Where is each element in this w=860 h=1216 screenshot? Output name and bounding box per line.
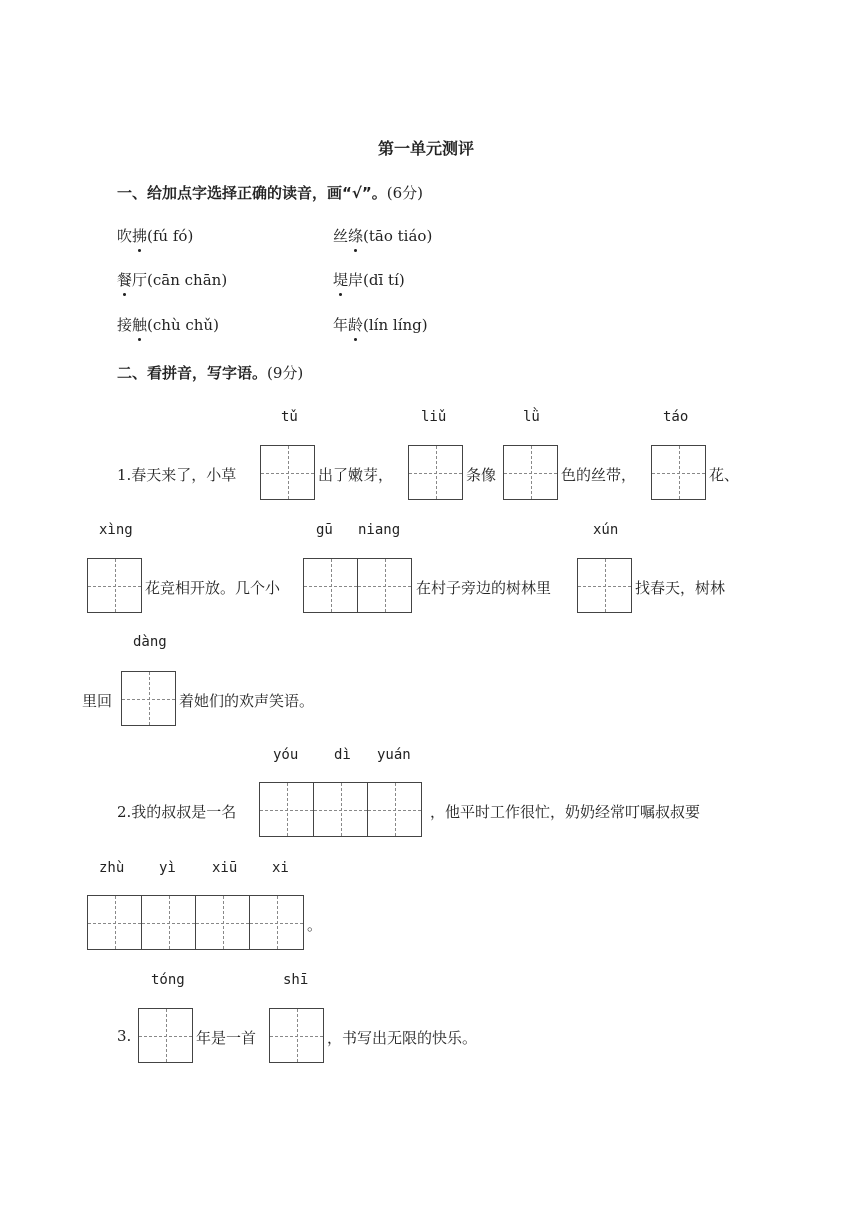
item-char: 岸 xyxy=(348,271,364,289)
pinyin-label: lǜ xyxy=(523,409,540,425)
question-text: 色的丝带， xyxy=(561,466,637,484)
writing-box[interactable] xyxy=(303,558,358,613)
pinyin-options: (chù chǔ) xyxy=(147,316,219,334)
question-text: 着她们的欢声笑语。 xyxy=(179,692,315,710)
pinyin-label: shī xyxy=(283,972,309,988)
question-text: ，他平时工作很忙，奶奶经常叮嘱叔叔要 xyxy=(430,803,701,821)
question-text: ，书写出无限的快乐。 xyxy=(327,1029,478,1047)
writing-grid[interactable] xyxy=(408,445,463,500)
reading-item[interactable] xyxy=(117,269,227,290)
pinyin-label: yóu xyxy=(273,747,299,763)
section1-heading-text: 一、给加点字选择正确的读音，画“√”。 xyxy=(117,184,387,202)
pinyin-label: xiū xyxy=(212,860,238,876)
pinyin-label: dàng xyxy=(133,634,167,650)
pinyin-options: (cān chān) xyxy=(147,271,228,289)
item-char: 吹 xyxy=(117,227,133,245)
question-text: 1.春天来了，小草 xyxy=(117,466,237,484)
pinyin-label: yì xyxy=(159,860,176,876)
pinyin-label: liǔ xyxy=(421,409,447,425)
question-text: 3. xyxy=(117,1027,132,1045)
writing-grid[interactable] xyxy=(503,445,558,500)
question-text: 年是一首 xyxy=(196,1029,257,1047)
section2-points: (9分) xyxy=(267,364,304,382)
writing-grid[interactable] xyxy=(269,1008,324,1063)
pinyin-options: (lín líng) xyxy=(363,316,428,334)
question-text: 找春天，树林 xyxy=(635,579,726,597)
pinyin-label: dì xyxy=(334,747,351,763)
pinyin-label: yuán xyxy=(377,747,411,763)
section2-heading xyxy=(117,362,303,383)
pinyin-label: tǔ xyxy=(281,409,298,425)
pinyin-label: táo xyxy=(663,409,689,425)
reading-item[interactable] xyxy=(333,314,428,335)
writing-grid[interactable] xyxy=(121,671,176,726)
pinyin-label: xìng xyxy=(99,522,133,538)
reading-item[interactable] xyxy=(333,225,432,246)
pinyin-options: (fú fó) xyxy=(147,227,194,245)
writing-grid[interactable] xyxy=(259,782,422,837)
pinyin-label: tóng xyxy=(151,972,185,988)
dotted-char: 触 xyxy=(132,316,148,334)
reading-item[interactable] xyxy=(117,314,219,335)
dotted-char: 餐 xyxy=(117,271,133,289)
item-char: 年 xyxy=(333,316,349,334)
question-text: 2.我的叔叔是一名 xyxy=(117,803,237,821)
writing-box[interactable] xyxy=(121,671,176,726)
writing-grid[interactable] xyxy=(303,558,412,613)
item-char: 接 xyxy=(117,316,133,334)
writing-grid[interactable] xyxy=(260,445,315,500)
writing-box[interactable] xyxy=(269,1008,324,1063)
section1-heading xyxy=(117,182,423,203)
item-char: 厅 xyxy=(132,271,148,289)
dotted-char: 拂 xyxy=(132,227,148,245)
writing-box[interactable] xyxy=(313,782,368,837)
question-text: 。 xyxy=(307,916,323,934)
writing-grid[interactable] xyxy=(87,558,142,613)
pinyin-label: xún xyxy=(593,522,619,538)
pinyin-label: niang xyxy=(358,522,401,538)
writing-box[interactable] xyxy=(367,782,422,837)
pinyin-label: xi xyxy=(272,860,289,876)
writing-box[interactable] xyxy=(195,895,250,950)
writing-box[interactable] xyxy=(87,558,142,613)
dotted-char: 绦 xyxy=(348,227,364,245)
pinyin-label: gū xyxy=(316,522,333,538)
question-text: 出了嫩芽， xyxy=(318,466,394,484)
writing-grid[interactable] xyxy=(577,558,632,613)
writing-box[interactable] xyxy=(577,558,632,613)
item-char: 丝 xyxy=(333,227,349,245)
dotted-char: 堤 xyxy=(333,271,349,289)
question-text: 花、 xyxy=(709,466,740,484)
reading-item[interactable] xyxy=(333,269,405,290)
writing-box[interactable] xyxy=(357,558,412,613)
section1-points: (6分) xyxy=(386,184,423,202)
section2-heading-text: 二、看拼音，写字语。 xyxy=(117,364,268,382)
writing-grid[interactable] xyxy=(138,1008,193,1063)
question-text: 花竞相开放。几个小 xyxy=(145,579,281,597)
writing-grid[interactable] xyxy=(87,895,304,950)
writing-box[interactable] xyxy=(138,1008,193,1063)
writing-box[interactable] xyxy=(259,782,314,837)
dotted-char: 龄 xyxy=(348,316,364,334)
writing-box[interactable] xyxy=(141,895,196,950)
pinyin-label: zhù xyxy=(99,860,125,876)
page-title: 第一单元测评 xyxy=(378,139,475,158)
reading-item[interactable] xyxy=(117,225,193,246)
writing-box[interactable] xyxy=(87,895,142,950)
writing-box[interactable] xyxy=(260,445,315,500)
pinyin-options: (tāo tiáo) xyxy=(363,227,433,245)
pinyin-options: (dī tí) xyxy=(363,271,405,289)
question-text: 条像 xyxy=(466,466,497,484)
writing-box[interactable] xyxy=(503,445,558,500)
writing-box[interactable] xyxy=(249,895,304,950)
question-text: 在村子旁边的树林里 xyxy=(416,579,552,597)
writing-grid[interactable] xyxy=(651,445,706,500)
writing-box[interactable] xyxy=(408,445,463,500)
question-text: 里回 xyxy=(82,692,113,710)
writing-box[interactable] xyxy=(651,445,706,500)
